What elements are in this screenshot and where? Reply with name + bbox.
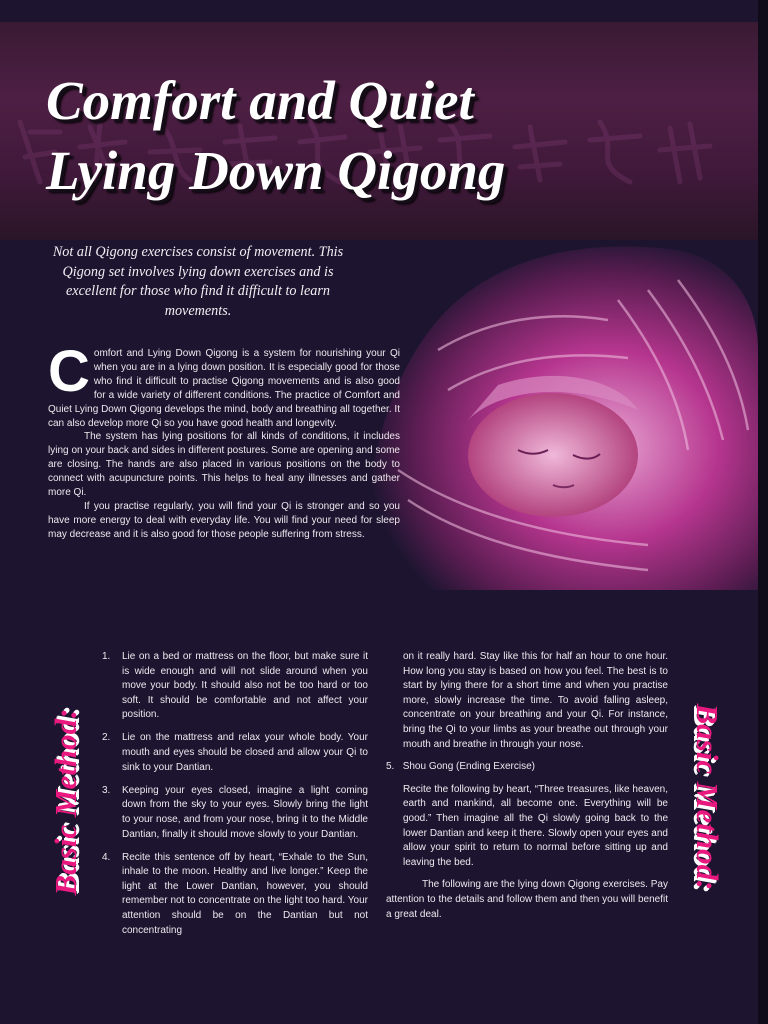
body-paragraph-3: If you practise regularly, you will find your Qi is stronger and so you have more energy to deal with everyday life. You will find your need for sleep may decrease and it is also good for those people suffering from stress. <box>48 500 400 540</box>
step-5-number: 5. <box>386 761 395 773</box>
step-5-text: Recite the following by heart, “Three treasures, like heaven, earth and mankind, all become one. Everything will be good.” Then imagine all the Qi slowly going back to the lower Dantian and keep it there. Slowly open your eyes and allow your spirit to return to normal before sitting up and leaving the bed. <box>403 783 668 868</box>
method-step <box>100 851 368 939</box>
step-text: Lie on the mattress and relax your whole body. Your mouth and eyes should be closed and allow your Qi to sink to your Dantian. <box>122 732 368 773</box>
step-text: Lie on a bed or mattress on the floor, but make sure it is wide enough and will not slide around when you move your body. It should also not be too hard or too soft. It should be comfortable and not affect your position. <box>122 651 368 721</box>
step-4-continued: on it really hard. Stay like this for half an hour to one hour. How long you stay is based on how you feel. The best is to start by lying there for a short time and when you practise more, slowly increase the time. To avoid falling asleep, concentrate on your breathing and your Qi. For instance, bring the Qi to your limbs as your breathe out through your mouth and breathe in through your nose. <box>403 651 668 750</box>
body-text <box>48 339 400 542</box>
step-5-heading <box>386 760 668 775</box>
basic-method-label-left: Basic Method: <box>48 708 83 896</box>
title-line-2: Lying Down Qigong <box>46 140 506 201</box>
sleeping-baby-photo <box>348 240 758 590</box>
step-text: Recite this sentence off by heart, “Exhale to the Sun, inhale to the moon. Healthy and live longer.” Keep the light at the Lower Dantian, however, you should remember not to concentrate on the light too hard. Your attention should be on the Dantian but not concentrating <box>122 851 368 936</box>
step-5-heading-text: Shou Gong (Ending Exercise) <box>402 761 535 773</box>
basic-method-label-right: Basic Method: <box>690 703 725 891</box>
method-step <box>100 650 368 723</box>
body-paragraph-1-text: omfort and Lying Down Qigong is a system for nourishing your Qi when you are in a lying down position. It is especially good for those who find it difficult to practise Qigong movements and is also good for a wide variety of different conditions. The practice of Comfort and Quiet Lying Down Qigong develops the mind, body and breathing all together. It can also develop more Qi so you have good health and longevity. <box>48 348 400 429</box>
method-step <box>100 784 368 842</box>
body-paragraph-1 <box>48 339 400 430</box>
page-title <box>46 66 606 206</box>
body-paragraph-2: The system has lying positions for all kinds of conditions, it includes lying on your back and sides in different postures. Some are opening and some are closing. The hands are also placed in various positions on the body to connect with acupuncture points. This helps to heal any illnesses and gather more Qi. <box>48 431 400 499</box>
step-number: 1. <box>102 651 111 662</box>
method-step <box>100 731 368 775</box>
method-steps-column-1 <box>100 650 368 947</box>
right-edge-strip <box>758 0 768 1024</box>
title-line-1: Comfort and Quiet <box>46 70 474 131</box>
step-number: 3. <box>102 784 111 796</box>
step-text: Keeping your eyes closed, imagine a light coming down from the sky to your eyes. Slowly bring the light to your nose, and from your nose, bring it to the Middle Dantian, finally it should move slowly to your Dantian. <box>122 784 368 840</box>
method-steps-column-2 <box>386 650 668 922</box>
drop-cap: C <box>48 339 90 404</box>
intro-paragraph: Not all Qigong exercises consist of movement. This Qigong set involves lying down exercises and is excellent for those who find it difficult to learn movements. <box>52 244 344 319</box>
closing-paragraph: The following are the lying down Qigong exercises. Pay attention to the details and follow them and then you will benefit a great deal. <box>386 879 668 920</box>
step-number: 2. <box>102 732 111 744</box>
step-number: 4. <box>102 851 111 863</box>
